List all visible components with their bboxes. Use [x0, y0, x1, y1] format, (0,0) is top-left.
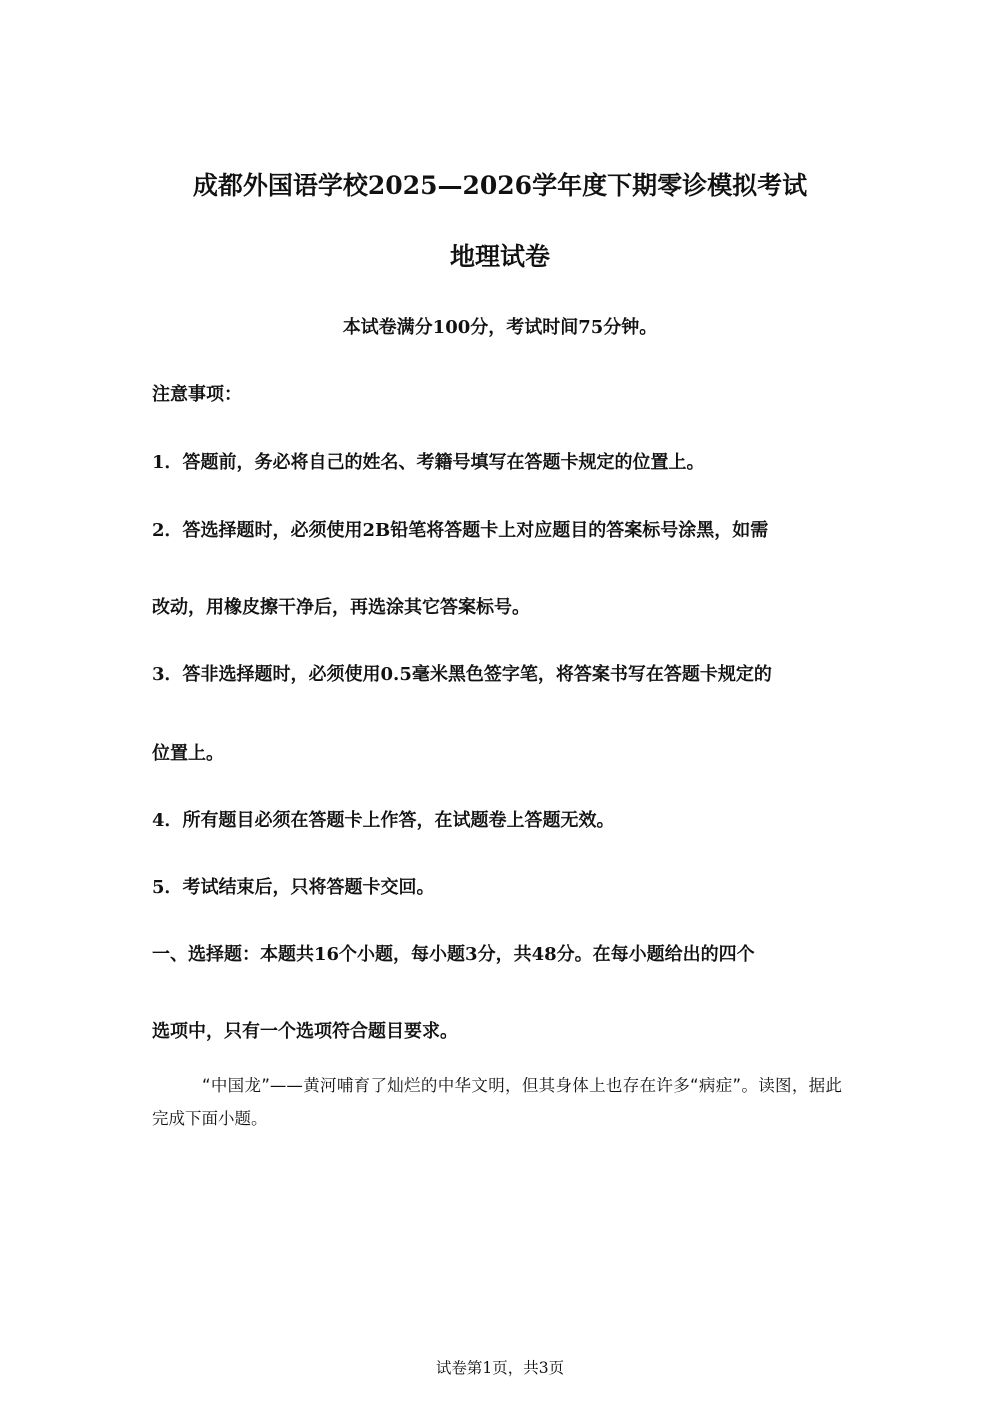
page-footer: 试卷第1页，共3页: [435, 1359, 565, 1377]
exam-subject-title: 地理试卷: [449, 242, 550, 271]
notice-line: 5．考试结束后，只将答题卡交回。: [152, 877, 435, 898]
section-heading-line: 选项中，只有一个选项符合题目要求。: [152, 1021, 458, 1042]
notice-line: 改动，用橡皮擦干净后，再选涂其它答案标号。: [152, 597, 530, 618]
notice-line: 位置上。: [152, 743, 224, 764]
notice-line: 4．所有题目必须在答题卡上作答，在试题卷上答题无效。: [152, 810, 615, 831]
exam-info: 本试卷满分100分，考试时间75分钟。: [342, 317, 658, 338]
exam-title: 成都外国语学校2025—2026学年度下期零诊模拟考试: [192, 171, 808, 200]
notice-line: 3．答非选择题时，必须使用0.5毫米黑色签字笔，将答案书写在答题卡规定的: [152, 664, 772, 685]
notice-line: 1．答题前，务必将自己的姓名、考籍号填写在答题卡规定的位置上。: [152, 452, 705, 473]
section-heading-line: 一、选择题：本题共16个小题，每小题3分，共48分。在每小题给出的四个: [152, 944, 755, 965]
notice-heading: 注意事项：: [152, 384, 242, 405]
question-passage: “中国龙”——黄河哺育了灿烂的中华文明，但其身体上也存在许多“病症”。读图，据此完成下面小题。: [152, 1076, 842, 1128]
notice-line: 2．答选择题时，必须使用2B铅笔将答题卡上对应题目的答案标号涂黑，如需: [152, 520, 769, 541]
